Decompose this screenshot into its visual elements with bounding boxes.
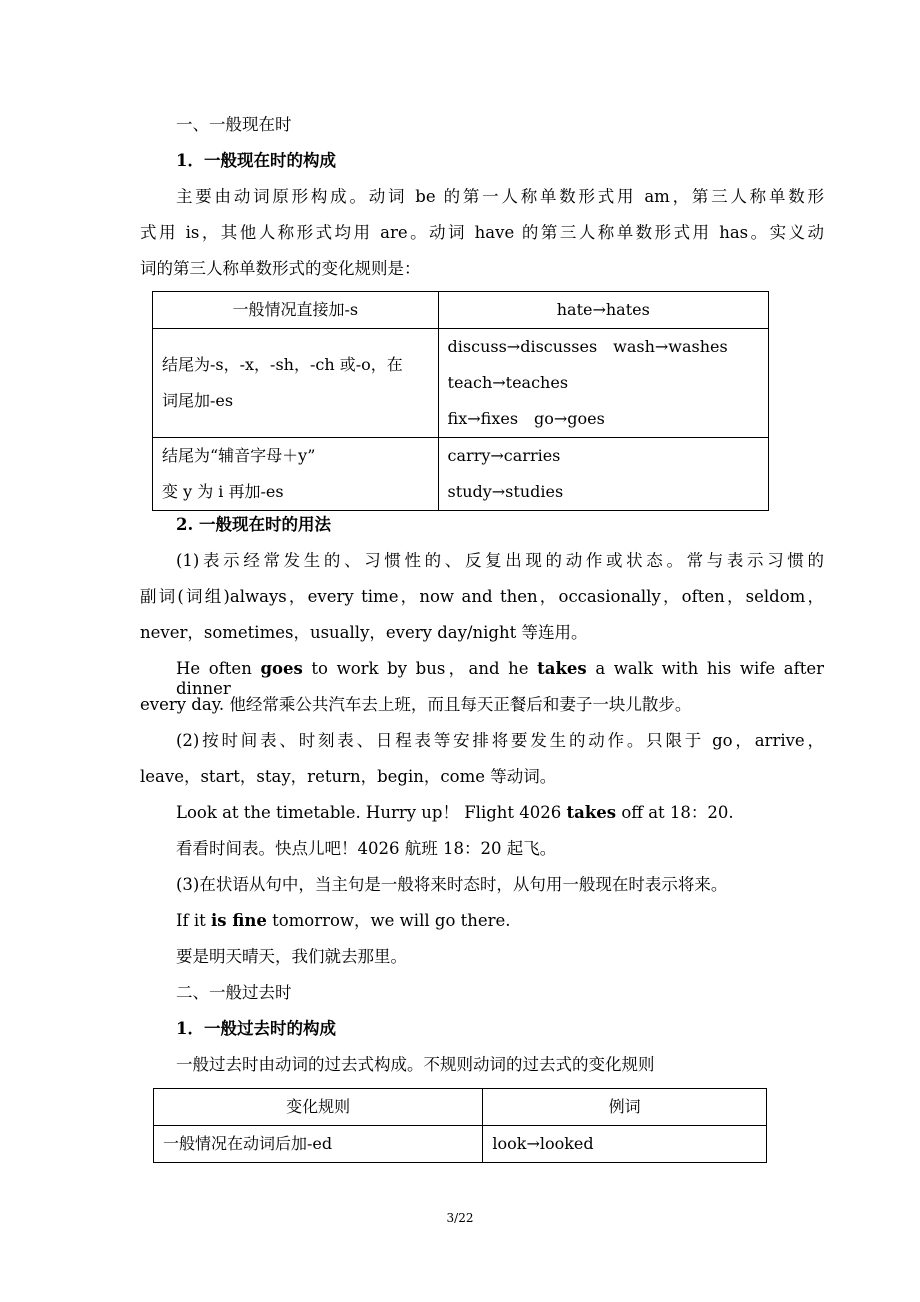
table-cell-example: look→looked	[483, 1126, 767, 1163]
section-heading-present: 一、一般现在时	[176, 115, 292, 134]
table-row	[154, 1126, 767, 1163]
paragraph-line: 式用 is，其他人称形式均用 are。动词 have 的第三人称单数形式用 has。实义动	[140, 223, 824, 242]
emphasis-verb: goes	[260, 659, 303, 678]
emphasis-verb: takes	[537, 659, 587, 678]
example-sentence: If it is fine tomorrow，we will go there.	[176, 911, 511, 930]
example-sentence: He often goes to work by bus，and he takes a walk with his wife after dinner	[176, 659, 824, 698]
paragraph-line: leave，start，stay，return，begin，come 等动词。	[140, 767, 557, 786]
paragraph-line: 一般过去时由动词的过去式构成。不规则动词的过去式的变化规则	[176, 1055, 655, 1074]
paragraph-line: (1)表示经常发生的、习惯性的、反复出现的动作或状态。常与表示习惯的	[176, 551, 824, 570]
table-cell-rule: 一般情况在动词后加-ed	[154, 1126, 483, 1163]
paragraph-line: 主要由动词原形构成。动词 be 的第一人称单数形式用 am，第三人称单数形	[176, 187, 824, 206]
emphasis-verb: takes	[566, 803, 617, 822]
table-cell-rule: 结尾为-s，-x，-sh，-ch 或-o，在 词尾加-es	[153, 329, 439, 438]
example-translation: 看看时间表。快点儿吧！4026 航班 18：20 起飞。	[176, 839, 557, 858]
table-cell-rule: 结尾为“辅音字母＋y” 变 y 为 i 再加-es	[153, 438, 439, 511]
past-tense-rules-table	[153, 1088, 767, 1163]
table-header-row	[154, 1089, 767, 1126]
subheading-present-form: 1．一般现在时的构成	[176, 151, 336, 170]
subheading-past-form: 1．一般过去时的构成	[176, 1019, 336, 1038]
table-cell-example: carry→carries study→studies	[438, 438, 768, 511]
table-header-cell: 变化规则	[154, 1089, 483, 1126]
paragraph-line: 副词(词组)always，every time，now and then，occasionally，often，seldom，	[140, 587, 824, 606]
third-person-rules-table	[152, 291, 769, 511]
paragraph-line: 词的第三人称单数形式的变化规则是：	[140, 259, 421, 278]
subheading-present-usage: 2. 一般现在时的用法	[176, 515, 331, 534]
emphasis-verb: is fine	[211, 911, 267, 930]
table-header-cell: 例词	[483, 1089, 767, 1126]
paragraph-line: (3)在状语从句中，当主句是一般将来时态时，从句用一般现在时表示将来。	[176, 875, 728, 894]
section-heading-past: 二、一般过去时	[176, 983, 292, 1002]
table-row	[153, 438, 769, 511]
paragraph-line: (2)按时间表、时刻表、日程表等安排将要发生的动作。只限于 go，arrive，	[176, 731, 824, 750]
table-row	[153, 329, 769, 438]
table-cell-rule: 一般情况直接加-s	[153, 292, 439, 329]
table-row	[153, 292, 769, 329]
table-cell-example: hate→hates	[438, 292, 768, 329]
example-sentence: every day. 他经常乘公共汽车去上班，而且每天正餐后和妻子一块儿散步。	[140, 695, 692, 714]
example-sentence: Look at the timetable. Hurry up！ Flight 4026 takes off at 18：20.	[176, 803, 734, 822]
table-cell-example: discuss→discusses wash→washes teach→teaches fix→fixes go→goes	[438, 329, 768, 438]
example-translation: 要是明天晴天，我们就去那里。	[176, 947, 407, 966]
page-number: 3/22	[446, 1211, 474, 1225]
paragraph-line: never，sometimes，usually，every day/night 等连用。	[140, 623, 588, 642]
